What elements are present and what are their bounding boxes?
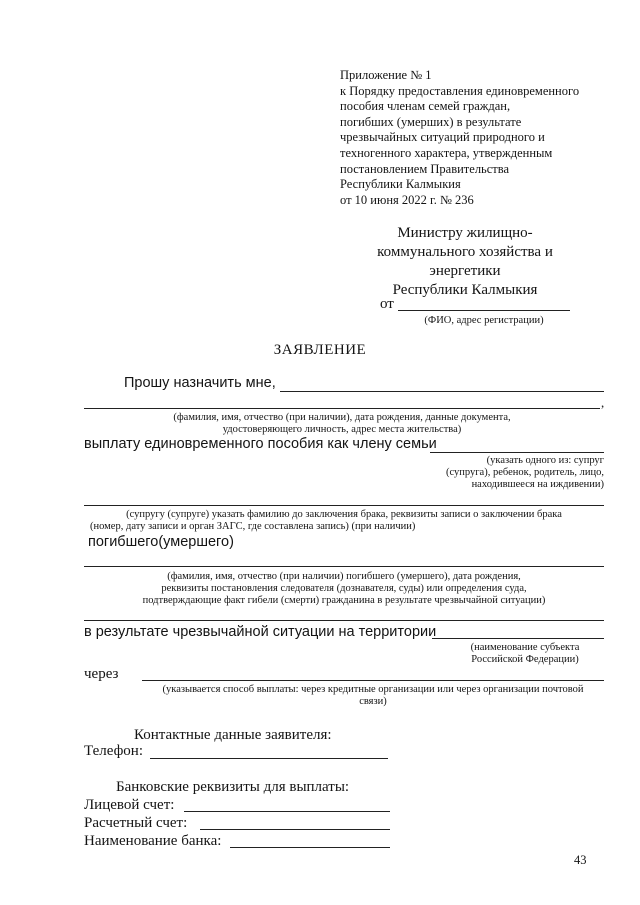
deceased-hint-1: (фамилия, имя, отчество (при наличии) погибшего (умершего), дата рождения, (167, 571, 521, 582)
via-hint-1: (указывается способ выплаты: через кредитные организации или через организации почтовой (162, 684, 584, 695)
family-member-field[interactable] (430, 452, 604, 453)
deceased-label: погибшего(умершего) (88, 534, 234, 550)
annex-line: постановлением Правительства (340, 161, 510, 176)
emergency-label: в результате чрезвычайной ситуации на территории (84, 624, 437, 640)
document-title: ЗАЯВЛЕНИЕ (273, 342, 367, 358)
annex-line: чрезвычайных ситуаций природного и (340, 130, 545, 145)
request-field-first-line[interactable] (280, 391, 604, 392)
request-label: Прошу назначить мне, (124, 375, 276, 391)
request-field-second-line[interactable] (84, 408, 600, 409)
addressee-line: коммунального хозяйства и (377, 244, 553, 260)
annex-line: пособия членам семей граждан, (340, 99, 511, 114)
annex-line: техногенного характера, утвержденным (340, 145, 553, 160)
payment-hint-1: (указать одного из: супруг (486, 455, 604, 466)
annex-line: Приложение № 1 (340, 68, 432, 82)
phone-field[interactable] (150, 758, 388, 759)
payment-label: выплату единовременного пособия как члену семьи (84, 436, 437, 452)
addressee-line: энергетики (429, 263, 501, 279)
deceased-extra-field[interactable] (84, 620, 604, 621)
bank-name-field[interactable] (230, 847, 390, 848)
via-hint-2: связи) (359, 696, 387, 707)
payment-hint-2: (супруга), ребенок, родитель, лицо, (446, 467, 604, 478)
region-field[interactable] (432, 638, 604, 639)
addressee-line: Министру жилищно- (397, 225, 533, 241)
bank-heading: Банковские реквизиты для выплаты: (116, 779, 350, 795)
bank-name-label: Наименование банка: (84, 833, 222, 849)
deceased-details-field[interactable] (84, 566, 604, 567)
annex-line: погибших (умерших) в результате (340, 114, 522, 129)
spouse-details-field[interactable] (84, 505, 604, 506)
from-label: от (380, 296, 394, 312)
request-comma: , (601, 395, 605, 410)
annex-line: от 10 июня 2022 г. № 236 (340, 192, 474, 207)
phone-label: Телефон: (84, 743, 143, 759)
payment-hint-3: находившееся на иждивении) (471, 479, 604, 490)
via-label: через (84, 666, 119, 682)
emergency-hint-2: Российской Федерации) (471, 654, 579, 665)
settlement-account-label: Расчетный счет: (84, 815, 188, 831)
from-field[interactable] (398, 310, 570, 311)
personal-account-field[interactable] (184, 811, 390, 812)
emergency-hint-1: (наименование субъекта (470, 642, 580, 653)
request-hint-1: (фамилия, имя, отчество (при наличии), дата рождения, данные документа, (173, 412, 511, 423)
contacts-heading: Контактные данные заявителя: (134, 727, 332, 743)
request-hint-2: удостоверяющего личность, адрес места жительства) (222, 424, 462, 435)
deceased-hint-3: подтверждающие факт гибели (смерти) гражданина в результате чрезвычайной ситуации) (142, 595, 546, 606)
annex-line: Республики Калмыкия (340, 177, 461, 192)
personal-account-label: Лицевой счет: (84, 797, 175, 813)
spouse-hint-1: (супругу (супруге) указать фамилию до заключения брака, реквизиты записи о заключении брака (126, 509, 562, 520)
annex-line: к Порядку предоставления единовременного (340, 83, 580, 98)
addressee-line: Республики Калмыкия (392, 282, 538, 298)
from-hint: (ФИО, адрес регистрации) (424, 315, 544, 326)
annex-block (340, 68, 579, 208)
deceased-hint-2: реквизиты постановления следователя (дознавателя, суды) или определения суда, (161, 583, 527, 594)
settlement-account-field[interactable] (200, 829, 390, 830)
addressee-block (360, 224, 570, 300)
spouse-hint-2: (номер, дату записи и орган ЗАГС, где составлена запись) (при наличии) (90, 521, 416, 532)
payment-method-field[interactable] (142, 680, 604, 681)
page-number: 43 (574, 853, 587, 867)
